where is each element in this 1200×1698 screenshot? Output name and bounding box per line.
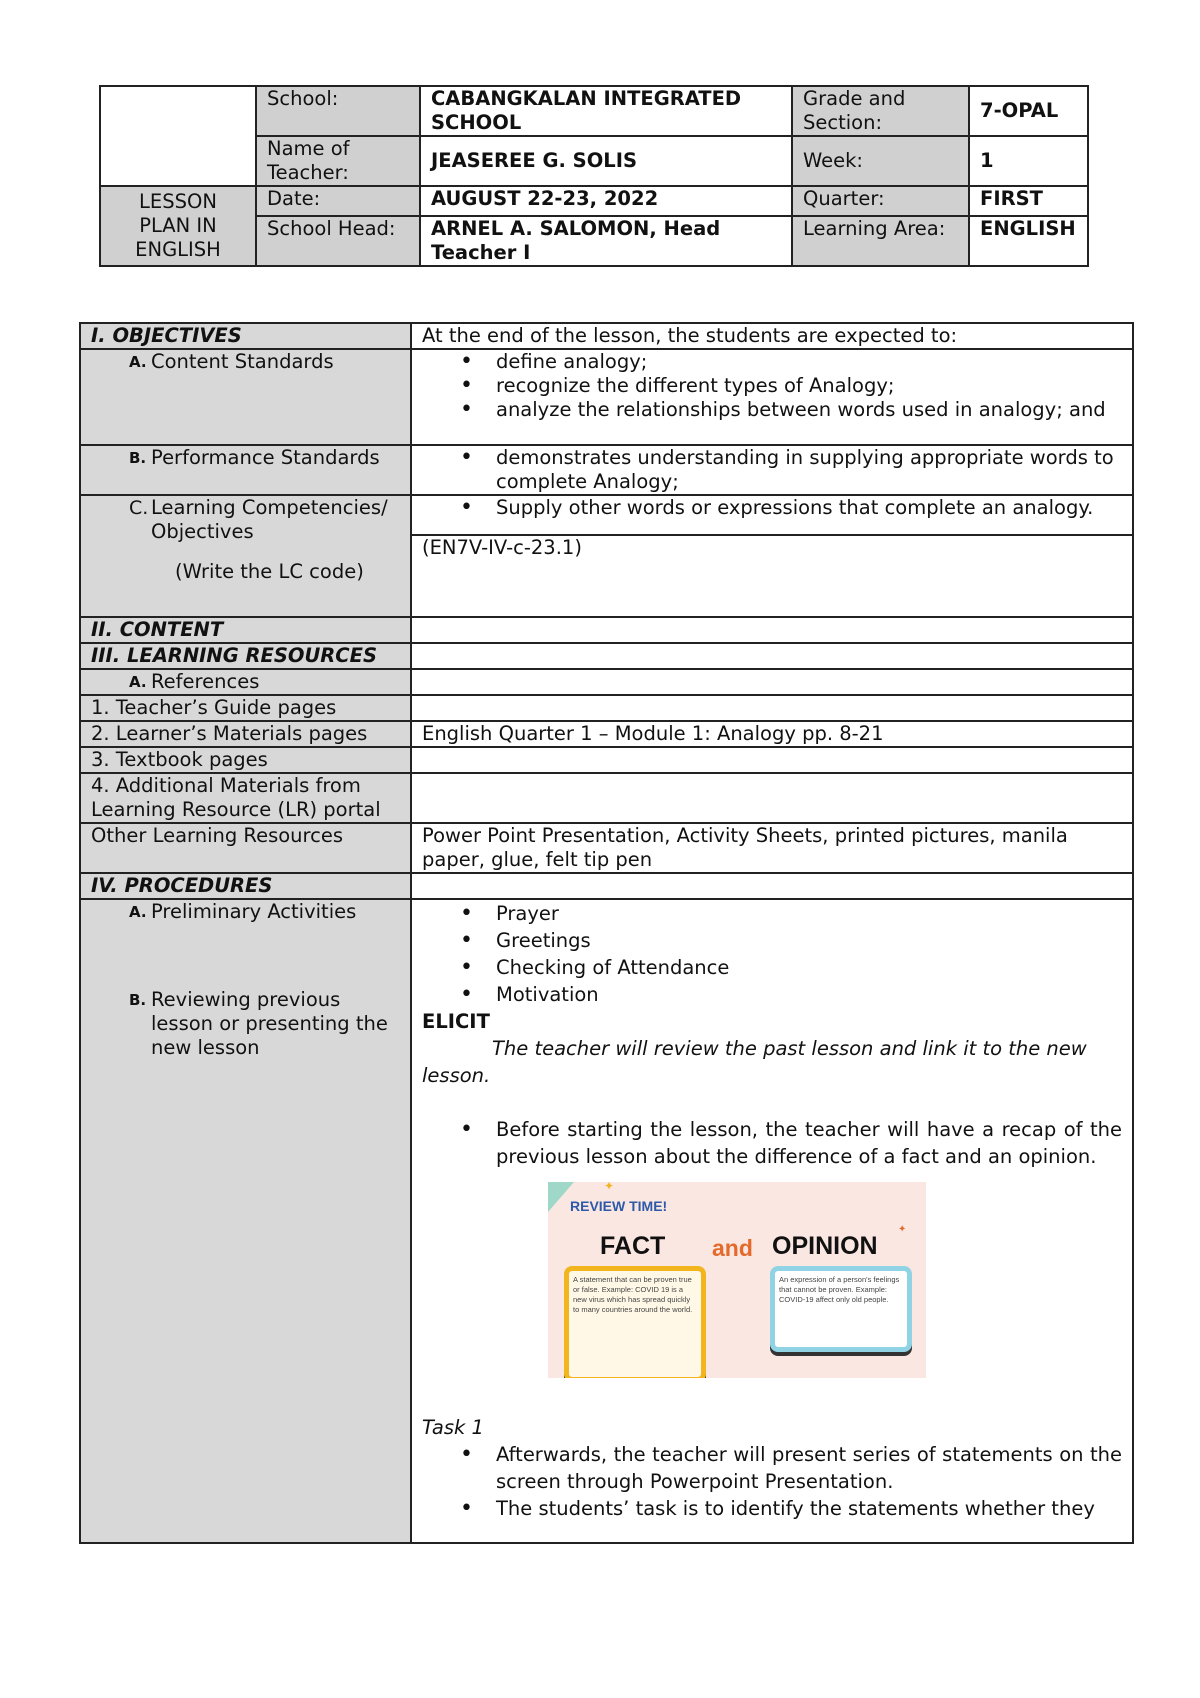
procedures-row [80, 873, 1133, 899]
sparkle-icon: ✦ [604, 1182, 615, 1193]
fact-title: FACT [600, 1232, 666, 1260]
lc-code-note: (Write the LC code) [175, 560, 364, 583]
content-title: II. CONTENT [80, 617, 411, 643]
lc-code: (EN7V-IV-c-23.1) [411, 535, 1133, 617]
list-item: • Greetings [422, 927, 1122, 954]
list-item: • recognize the different types of Analogy; [422, 374, 1122, 398]
content-standards-label: Content Standards [151, 350, 334, 373]
references-row [80, 669, 1133, 695]
grade-value: 7-OPAL [969, 86, 1088, 136]
learners-materials-value: English Quarter 1 – Module 1: Analogy pp. 8-21 [411, 721, 1133, 747]
week-label: Week: [792, 136, 969, 186]
list-item: • The students’ task is to identify the statements whether they [422, 1495, 1122, 1522]
objectives-row [80, 323, 1133, 349]
resources-value [411, 643, 1133, 669]
textbook-row [80, 747, 1133, 773]
competencies-label: Learning Competencies/ Objectives [151, 496, 388, 543]
review-heading: REVIEW TIME! [570, 1198, 668, 1214]
competencies-list-cell [411, 495, 1133, 535]
area-label: Learning Area: [792, 216, 969, 266]
performance-standards-list-cell [411, 445, 1133, 495]
references-cell [80, 669, 411, 695]
marker-a: A. [129, 353, 147, 371]
procedures-value [411, 873, 1133, 899]
head-value: ARNEL A. SALOMON, Head Teacher I [420, 216, 792, 266]
content-standards-list-cell [411, 349, 1133, 445]
head-label: School Head: [256, 216, 420, 266]
list-item: • Checking of Attendance [422, 954, 1122, 981]
procedures-detail-cell [411, 899, 1133, 1543]
learners-materials-row [80, 721, 1133, 747]
date-value: AUGUST 22-23, 2022 [420, 186, 792, 216]
textbook-label: 3. Textbook pages [80, 747, 411, 773]
procedures-title: IV. PROCEDURES [80, 873, 411, 899]
school-label: School: [256, 86, 420, 136]
resources-title: III. LEARNING RESOURCES [80, 643, 411, 669]
content-value [411, 617, 1133, 643]
list-item: • Motivation [422, 981, 1122, 1008]
additional-materials-label: 4. Additional Materials from Learning Resource (LR) portal [80, 773, 411, 823]
list-item: • analyze the relationships between words used in analogy; and [422, 398, 1122, 422]
other-resources-label: Other Learning Resources [80, 823, 411, 873]
preliminary-activities-label: Preliminary Activities [151, 900, 357, 923]
content-standards-row [80, 349, 1133, 445]
preliminary-activities-step [91, 900, 400, 924]
list-item: • Before starting the lesson, the teacher will have a recap of the previous lesson about the difference of a fact and an opinion. [422, 1116, 1122, 1170]
performance-standards-cell [80, 445, 411, 495]
resources-row [80, 643, 1133, 669]
sparkle-icon: ✦ [898, 1224, 907, 1235]
additional-materials-row [80, 773, 1133, 823]
quarter-value: FIRST [969, 186, 1088, 216]
list-item: • Prayer [422, 900, 1122, 927]
reviewing-step [91, 988, 400, 1060]
textbook-value [411, 747, 1133, 773]
marker-b: B. [129, 991, 147, 1009]
performance-standards-row [80, 445, 1133, 495]
references-label: References [151, 670, 260, 693]
competencies-row [80, 495, 1133, 535]
marker-b: B. [129, 449, 147, 467]
date-label: Date: [256, 186, 420, 216]
competencies-cell [80, 495, 411, 617]
header-table [99, 85, 1089, 267]
content-standards-cell [80, 349, 411, 445]
references-value [411, 669, 1133, 695]
other-resources-row [80, 823, 1133, 873]
fact-card: A statement that can be proven true or false. Example: COVID 19 is a new virus which has spread quickly to many countries around the world. [564, 1266, 706, 1378]
other-resources-value: Power Point Presentation, Activity Sheets, printed pictures, manila paper, glue, felt tip pen [411, 823, 1133, 873]
performance-standards-label: Performance Standards [151, 446, 380, 469]
procedures-steps-cell [80, 899, 411, 1543]
additional-materials-value [411, 773, 1133, 823]
and-word: and [712, 1235, 753, 1261]
marker-a: A. [129, 673, 147, 691]
teachers-guide-label: 1. Teacher’s Guide pages [80, 695, 411, 721]
teacher-label: Name of Teacher: [256, 136, 420, 186]
elicit-heading: ELICIT [422, 1010, 490, 1033]
grade-label: Grade and Section: [792, 86, 969, 136]
objectives-intro: At the end of the lesson, the students are expected to: [411, 323, 1133, 349]
task-heading: Task 1 [422, 1416, 484, 1439]
marker-c: C. [129, 497, 149, 519]
objectives-title: I. OBJECTIVES [80, 323, 411, 349]
elicit-text: The teacher will review the past lesson and link it to the new lesson. [422, 1037, 1087, 1087]
week-value: 1 [969, 136, 1088, 186]
learners-materials-label: 2. Learner’s Materials pages [80, 721, 411, 747]
review-time-image [548, 1182, 926, 1378]
list-item: • define analogy; [422, 350, 1122, 374]
teacher-value: JEASEREE G. SOLIS [420, 136, 792, 186]
opinion-title: OPINION [772, 1232, 878, 1260]
header-blank-cell [100, 86, 256, 186]
quarter-label: Quarter: [792, 186, 969, 216]
teachers-guide-value [411, 695, 1133, 721]
teachers-guide-row [80, 695, 1133, 721]
school-value: CABANGKALAN INTEGRATED SCHOOL [420, 86, 792, 136]
list-item: • Afterwards, the teacher will present series of statements on the screen through Powerpoint Presentation. [422, 1441, 1122, 1495]
list-item: • demonstrates understanding in supplying appropriate words to complete Analogy; [422, 446, 1122, 494]
lesson-plan-table [79, 322, 1134, 1544]
reviewing-label: Reviewing previous lesson or presenting the new lesson [151, 988, 388, 1059]
opinion-card: An expression of a person's feelings that cannot be proven. Example: COVID-19 affect only old people. [770, 1266, 912, 1352]
lesson-plan-title: LESSON PLAN IN ENGLISH [100, 186, 256, 266]
marker-a: A. [129, 903, 147, 921]
procedures-content-row [80, 899, 1133, 1543]
content-row [80, 617, 1133, 643]
area-value: ENGLISH [969, 216, 1088, 266]
list-item: • Supply other words or expressions that complete an analogy. [422, 496, 1122, 520]
